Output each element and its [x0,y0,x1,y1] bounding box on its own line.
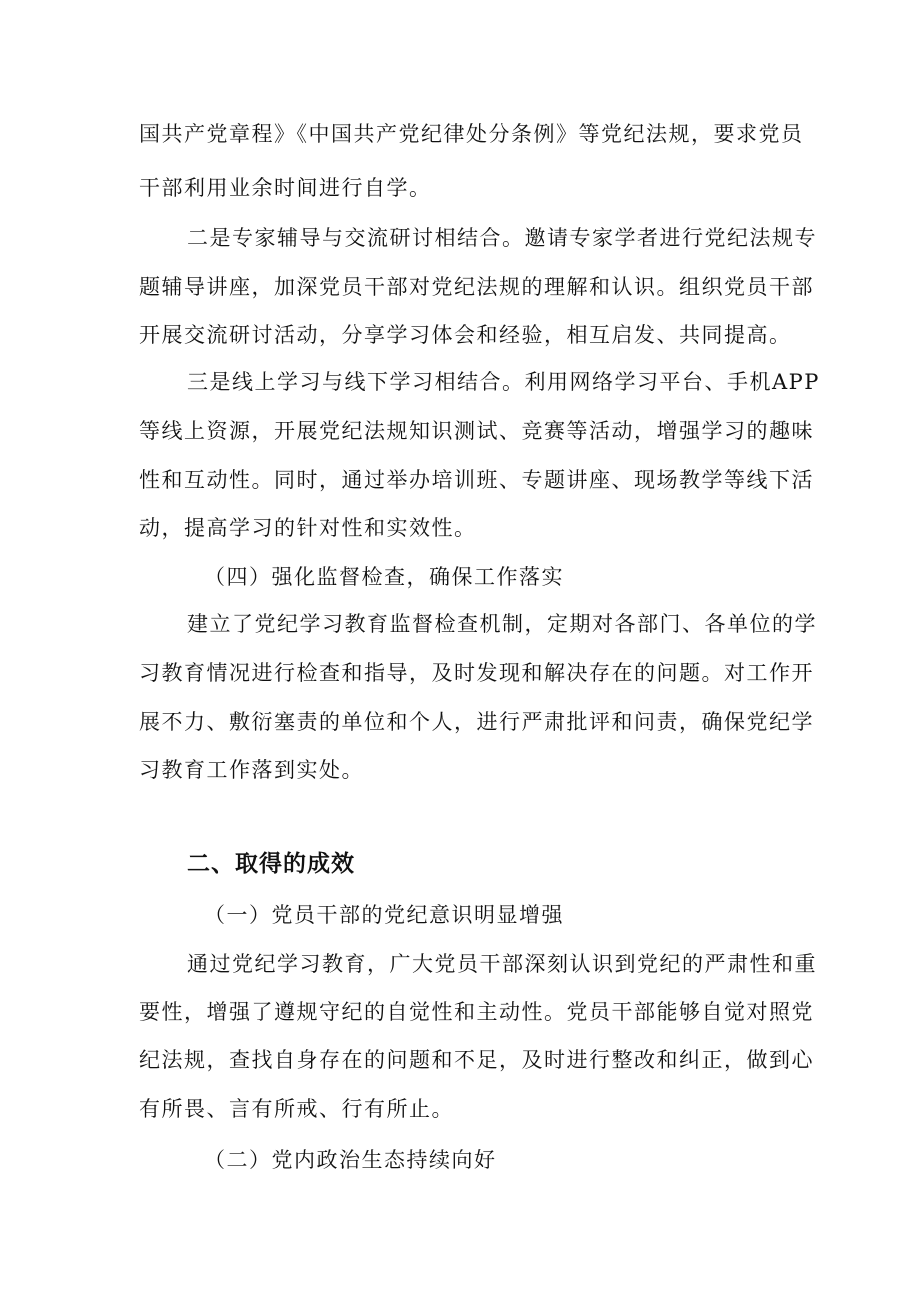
paragraph-line: 开展交流研讨活动，分享学习体会和经验，相互启发、共同提高。 [139,323,792,347]
paragraph-line: 习教育工作落到实处。 [139,758,364,782]
section-heading: 二、取得的成效 [187,851,355,877]
paragraph-line: 等线上资源，开展党纪法规知识测试、竞赛等活动，增强学习的趣味 [139,419,814,443]
paragraph-line: 性和互动性。同时，通过举办培训班、专题讲座、现场教学等线下活 [139,468,814,492]
paragraph-line: 题辅导讲座，加深党员干部对党纪法规的理解和认识。组织党员干部 [139,275,814,299]
paragraph-line: 有所畏、言有所戒、行有所止。 [139,1097,454,1121]
paragraph-line: 要性，增强了遵规守纪的自觉性和主动性。党员干部能够自觉对照党 [139,1000,814,1024]
section-subheading: （二）党内政治生态持续向好 [204,1148,497,1172]
paragraph-line: 通过党纪学习教育，广大党员干部深刻认识到党纪的严肃性和重 [187,952,817,976]
paragraph-line: 国共产党章程》《中国共产党纪律处分条例》等党纪法规，要求党员 [139,122,804,146]
paragraph-line: 建立了党纪学习教育监督检查机制，定期对各部门、各单位的学 [187,612,817,636]
paragraph-line: 纪法规，查找自身存在的问题和不足，及时进行整改和纠正，做到心 [139,1048,814,1072]
paragraph-line: 动，提高学习的针对性和实效性。 [139,516,477,540]
paragraph-line: 三是线上学习与线下学习相结合。利用网络学习平台、手机APP [187,370,820,394]
paragraph-line: 习教育情况进行检查和指导，及时发现和解决存在的问题。对工作开 [139,661,814,685]
paragraph-line: 展不力、敷衍塞责的单位和个人，进行严肃批评和问责，确保党纪学 [139,710,814,734]
paragraph-line: 干部利用业余时间进行自学。 [139,176,432,200]
section-subheading: （四）强化监督检查，确保工作落实 [204,565,564,589]
paragraph-line: 二是专家辅导与交流研讨相结合。邀请专家学者进行党纪法规专 [187,226,817,250]
section-subheading: （一）党员干部的党纪意识明显增强 [204,903,564,927]
